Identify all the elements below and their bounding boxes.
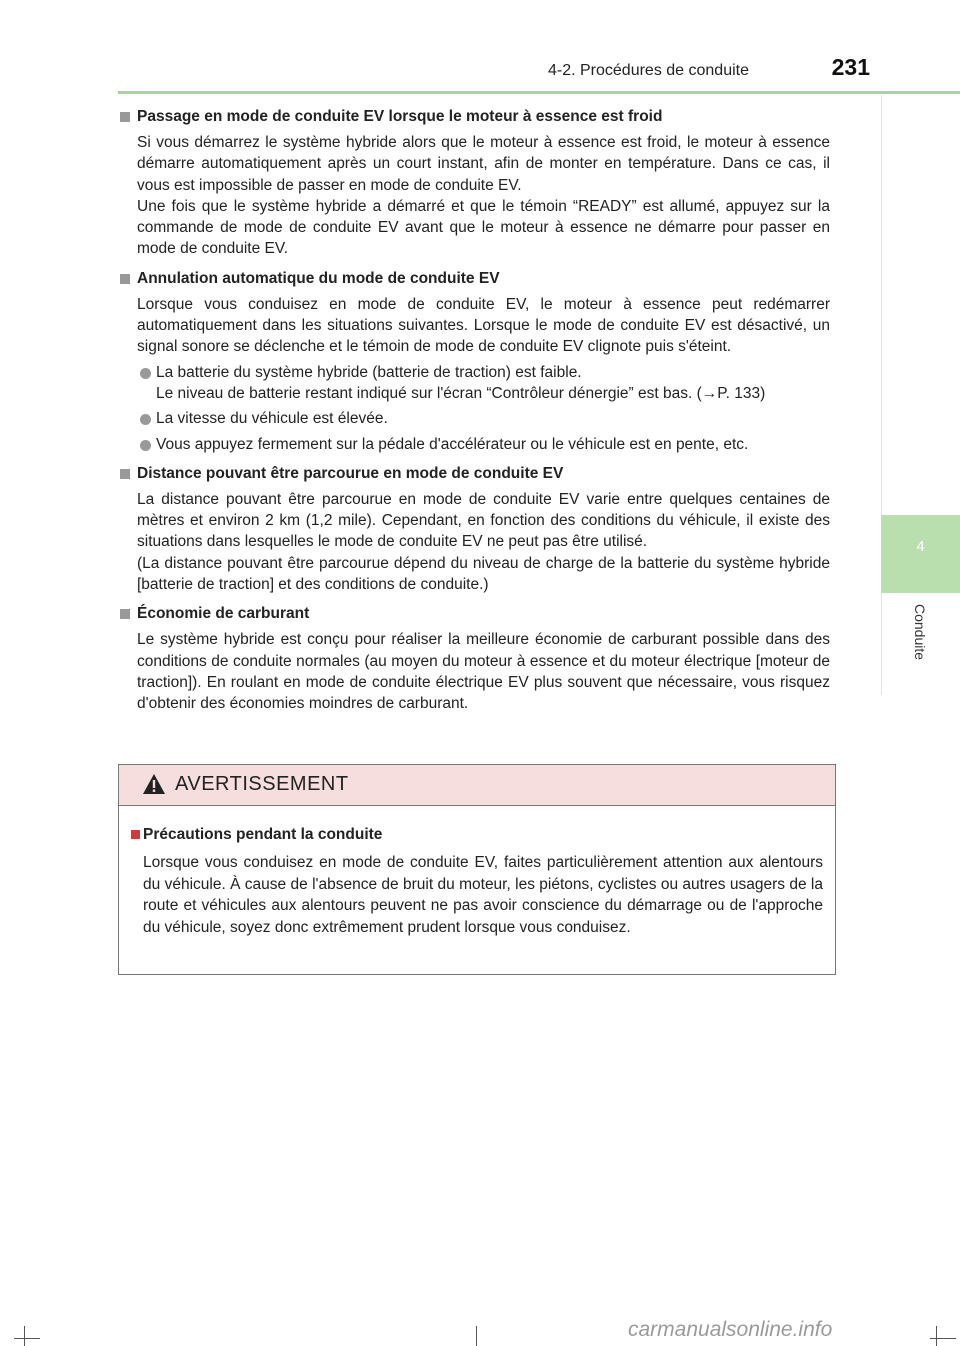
section-ev-auto-cancel: [118, 268, 830, 455]
section-heading-text: Passage en mode de conduite EV lorsque le moteur à essence est froid: [137, 108, 663, 125]
crop-mark: [930, 1338, 956, 1339]
warning-box: [118, 764, 836, 975]
chapter-tab-number: 4: [916, 538, 925, 555]
section-ev-cold-engine: [118, 106, 830, 260]
round-bullet-icon: [140, 414, 151, 425]
crop-mark: [24, 1326, 25, 1346]
warning-text: Lorsque vous conduisez en mode de conduite EV, faites particulièrement attention aux alentours du véhicule. À cause de l'absence de bruit du moteur, les piétons, cyclistes ou autres usagers de la route et véhicules aux alentours peuvent ne pas avoir conscience du démarrage ou de l'approche du véhicule, soyez donc extrêmement prudent lorsque vous conduisez.: [143, 854, 823, 936]
header-section-title: 4-2. Procédures de conduite: [547, 62, 749, 79]
square-bullet-icon: [120, 609, 130, 619]
round-bullet-icon: [140, 440, 151, 451]
paragraph: Une fois que le système hybride a démarré et que le témoin “READY” est allumé, appuyez sur la commande de mode de conduite EV avant que le moteur à essence ne démarre pour passer en mode de conduite EV.: [137, 197, 830, 258]
warning-header: [119, 765, 835, 806]
section-ev-distance: [118, 463, 830, 595]
round-bullet-icon: [140, 368, 151, 379]
section-heading: [118, 106, 830, 128]
warning-title: AVERTISSEMENT: [175, 773, 349, 795]
square-bullet-icon: [120, 112, 130, 122]
section-fuel-economy: [118, 603, 830, 714]
watermark: carmanualsonline.info: [628, 1318, 833, 1341]
crop-mark: [14, 1338, 40, 1339]
list-item-text: La vitesse du véhicule est élevée.: [156, 410, 388, 428]
warning-heading: [131, 824, 823, 846]
paragraph: Lorsque vous conduisez en mode de conduite EV, le moteur à essence peut redémarrer automatiquement dans les situations suivantes. Lorsque le mode de conduite EV est désactivé, un signal sonore se déclenche et le témoin de mode de conduite EV clignote puis s'éteint.: [137, 295, 830, 356]
section-heading: [118, 268, 830, 290]
section-heading-text: Annulation automatique du mode de conduite EV: [137, 269, 500, 287]
side-rule: [881, 95, 882, 695]
square-bullet-icon: [120, 469, 130, 479]
section-heading-text: Distance pouvant être parcourue en mode de conduite EV: [137, 464, 564, 482]
main-content: [118, 106, 830, 723]
paragraph: Si vous démarrez le système hybride alors que le moteur à essence est froid, le moteur à essence démarre automatiquement après un court instant, afin de monter en température. Dans ce cas, il vous est impossible de passer en mode de conduite EV.: [137, 134, 830, 194]
paragraph: (La distance pouvant être parcourue dépend du niveau de charge de la batterie du système hybride [batterie de traction] et des conditions de conduite.): [137, 554, 830, 594]
warning-body: [119, 806, 835, 938]
list-item: [137, 434, 830, 455]
section-heading: [118, 603, 830, 625]
square-bullet-icon: [120, 274, 130, 284]
paragraph: Le système hybride est conçu pour réaliser la meilleure économie de carburant possible dans des conditions de conduite normales (au moyen du moteur à essence et du moteur électrique [moteur de traction]). En roulant en mode de conduite électrique EV plus souvent que nécessaire, vous risquez d'obtenir des économies moindres de carburant.: [137, 631, 830, 713]
chapter-tab-label: Conduite: [912, 604, 928, 661]
list-item-detail: Le niveau de batterie restant indiqué sur l'écran “Contrôleur dénergie” est bas. (→P. 133): [156, 384, 766, 402]
warning-heading-text: Précautions pendant la conduite: [143, 826, 383, 843]
paragraph: La distance pouvant être parcourue en mode de conduite EV varie entre quelques centaines de mètres et environ 2 km (1,2 mile). Cependant, en fonction des conditions du véhicule, il existe des situations dans lesquelles le mode de conduite EV ne peut pas être utilisé.: [137, 490, 830, 551]
list-item: [137, 362, 830, 405]
header-rule: [118, 91, 960, 94]
page-number: 231: [831, 54, 870, 80]
crop-mark: [476, 1326, 477, 1346]
list-item-text: Vous appuyez fermement sur la pédale d'accélérateur ou le véhicule est en pente, etc.: [156, 435, 749, 453]
red-square-icon: [131, 830, 140, 839]
section-heading: [118, 463, 830, 485]
list-item: [137, 408, 830, 429]
warning-triangle-icon: [142, 773, 166, 795]
crop-mark: [936, 1326, 937, 1346]
section-heading-text: Économie de carburant: [137, 605, 310, 623]
list-item-text: La batterie du système hybride (batterie de traction) est faible.: [156, 363, 582, 381]
chapter-tab-label-wrap: [912, 604, 932, 684]
